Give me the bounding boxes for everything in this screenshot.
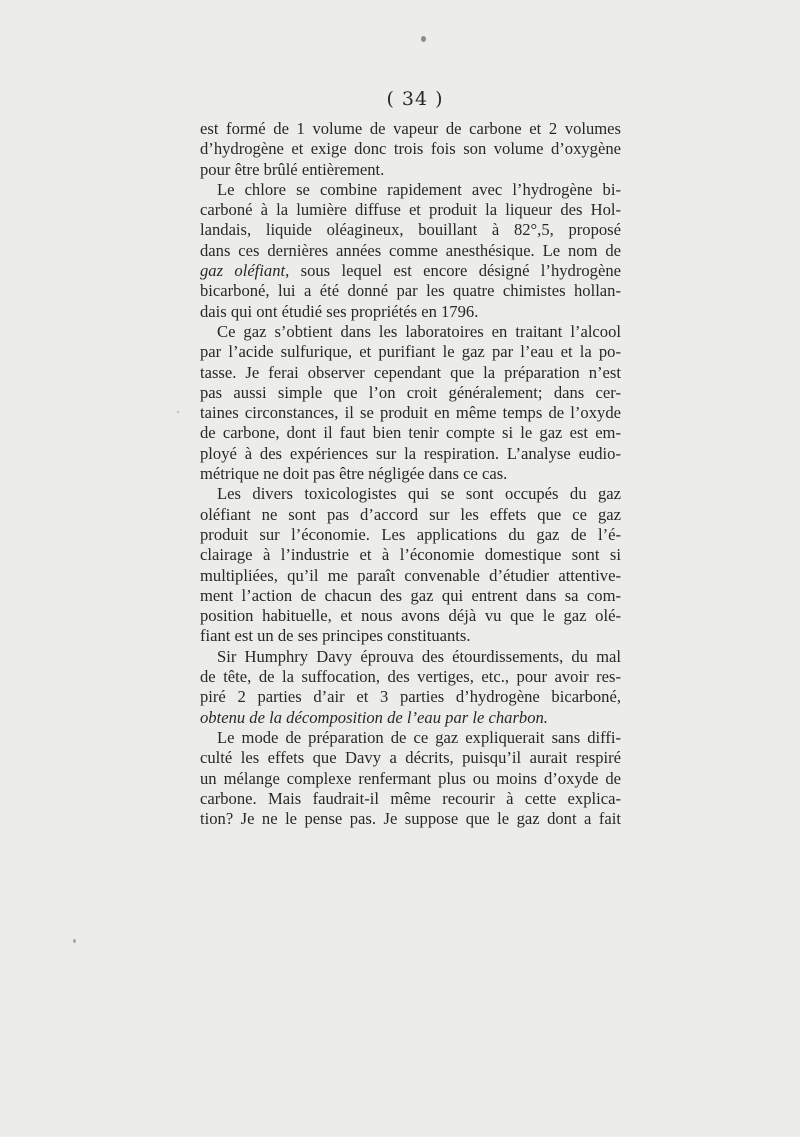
- text-run: multipliées, qu’il me paraît convenable d’étudier attentive-: [200, 565, 621, 585]
- text-run: Sir Humphry Davy éprouva des étourdissements, du mal: [217, 646, 621, 666]
- text-run: Le mode de préparation de ce gaz expliquerait sans diffi-: [217, 727, 621, 747]
- text-line: [200, 606, 621, 626]
- text-run: position habituelle, et nous avons déjà vu que le gaz olé-: [200, 606, 621, 626]
- text-run: d’hydrogène et exige donc trois fois son volume d’oxygène: [200, 139, 621, 159]
- text-run: ment l’action de chacun des gaz qui entrent dans sa com-: [200, 585, 621, 605]
- text-run: landais, liquide oléagineux, bouillant à 82°,5, proposé: [200, 220, 621, 240]
- text-line: [200, 748, 621, 768]
- text-line: [200, 525, 621, 545]
- text-run: produit sur l’économie. Les applications du gaz de l’é-: [200, 524, 621, 544]
- text-line: [200, 505, 621, 525]
- text-run: de tête, de la suffocation, des vertiges, etc., pour avoir res-: [200, 667, 621, 687]
- text-line: [200, 119, 621, 139]
- text-run: carbone. Mais faudrait-il même recourir à cette explica-: [200, 788, 621, 808]
- text-run: culté les effets que Davy a décrits, puisqu’il aurait respiré: [200, 748, 621, 768]
- text-run: piré 2 parties d’air et 3 parties d’hydrogène bicarboné,: [200, 687, 621, 707]
- text-line: [200, 647, 621, 667]
- ink-speck: [177, 411, 179, 413]
- text-line: [200, 200, 621, 220]
- text-line: [200, 545, 621, 565]
- body-text: [200, 119, 621, 829]
- paragraph: [200, 647, 621, 728]
- text-run: oléfiant ne sont pas d’accord sur les effets que ce gaz: [200, 504, 621, 524]
- text-run: pas aussi simple que l’on croit généralement; dans cer-: [200, 382, 621, 402]
- text-run: tion? Je ne le pense pas. Je suppose que le gaz dont a fait: [200, 809, 621, 829]
- text-line: [200, 241, 621, 261]
- text-run: taines circonstances, il se produit en même temps de l’oxyde: [200, 403, 621, 423]
- text-line: [200, 626, 621, 646]
- paragraph: [200, 322, 621, 484]
- ink-speck: [421, 36, 426, 42]
- text-line: [200, 342, 621, 362]
- paragraph: [200, 119, 621, 180]
- text-line: [200, 687, 621, 707]
- text-run: métrique ne doit pas être négligée dans ce cas.: [200, 464, 508, 484]
- text-line: [200, 809, 621, 829]
- text-line: [200, 160, 621, 180]
- page-number: ( 34 ): [386, 88, 444, 110]
- text-run: pour être brûlé entièrement.: [200, 159, 385, 179]
- text-run: , sous lequel est encore désigné l’hydrogène: [285, 261, 621, 281]
- text-run: bicarboné, lui a été donné par les quatre chimistes hollan-: [200, 281, 621, 301]
- italic-text: gaz oléfiant: [200, 261, 286, 281]
- text-line: [200, 139, 621, 159]
- text-line: [200, 383, 621, 403]
- text-run: dans ces dernières années comme anesthésique. Le nom de: [200, 240, 621, 260]
- paragraph: [200, 728, 621, 829]
- text-line: [200, 728, 621, 748]
- italic-text: obtenu de la décomposition de l’eau par le charbon.: [200, 707, 548, 727]
- text-run: Les divers toxicologistes qui se sont occupés du gaz: [217, 484, 621, 504]
- text-run: est formé de 1 volume de vapeur de carbone et 2 volumes: [200, 119, 621, 138]
- text-line: [200, 261, 621, 281]
- text-line: [200, 667, 621, 687]
- text-line: [200, 180, 621, 200]
- text-line: [200, 281, 621, 301]
- text-line: [200, 708, 621, 728]
- text-line: [200, 464, 621, 484]
- text-line: [200, 423, 621, 443]
- text-line: [200, 403, 621, 423]
- text-line: [200, 220, 621, 240]
- text-line: [200, 769, 621, 789]
- ink-speck: [73, 939, 76, 943]
- paragraph: [200, 484, 621, 646]
- text-line: [200, 484, 621, 504]
- text-line: [200, 302, 621, 322]
- text-run: Le chlore se combine rapidement avec l’hydrogène bi-: [217, 179, 621, 199]
- text-run: carboné à la lumière diffuse et produit la liqueur des Hol-: [200, 200, 621, 220]
- text-line: [200, 566, 621, 586]
- text-line: [200, 363, 621, 383]
- text-run: de carbone, dont il faut bien tenir compte si le gaz est em-: [200, 423, 621, 443]
- text-run: un mélange complexe renfermant plus ou moins d’oxyde de: [200, 768, 621, 788]
- text-run: tasse. Je ferai observer cependant que la préparation n’est: [200, 362, 621, 382]
- text-run: dais qui ont étudié ses propriétés en 1796.: [200, 301, 479, 321]
- text-run: fiant est un de ses principes constituants.: [200, 626, 471, 646]
- text-run: Ce gaz s’obtient dans les laboratoires en traitant l’alcool: [217, 321, 621, 341]
- text-run: ployé à des expériences sur la respiration. L’analyse eudio-: [200, 443, 621, 463]
- text-line: [200, 444, 621, 464]
- text-line: [200, 322, 621, 342]
- text-run: clairage à l’industrie et à l’économie domestique sont si: [200, 545, 621, 565]
- text-run: par l’acide sulfurique, et purifiant le gaz par l’eau et la po-: [200, 342, 621, 362]
- text-line: [200, 789, 621, 809]
- paragraph: [200, 180, 621, 322]
- text-line: [200, 586, 621, 606]
